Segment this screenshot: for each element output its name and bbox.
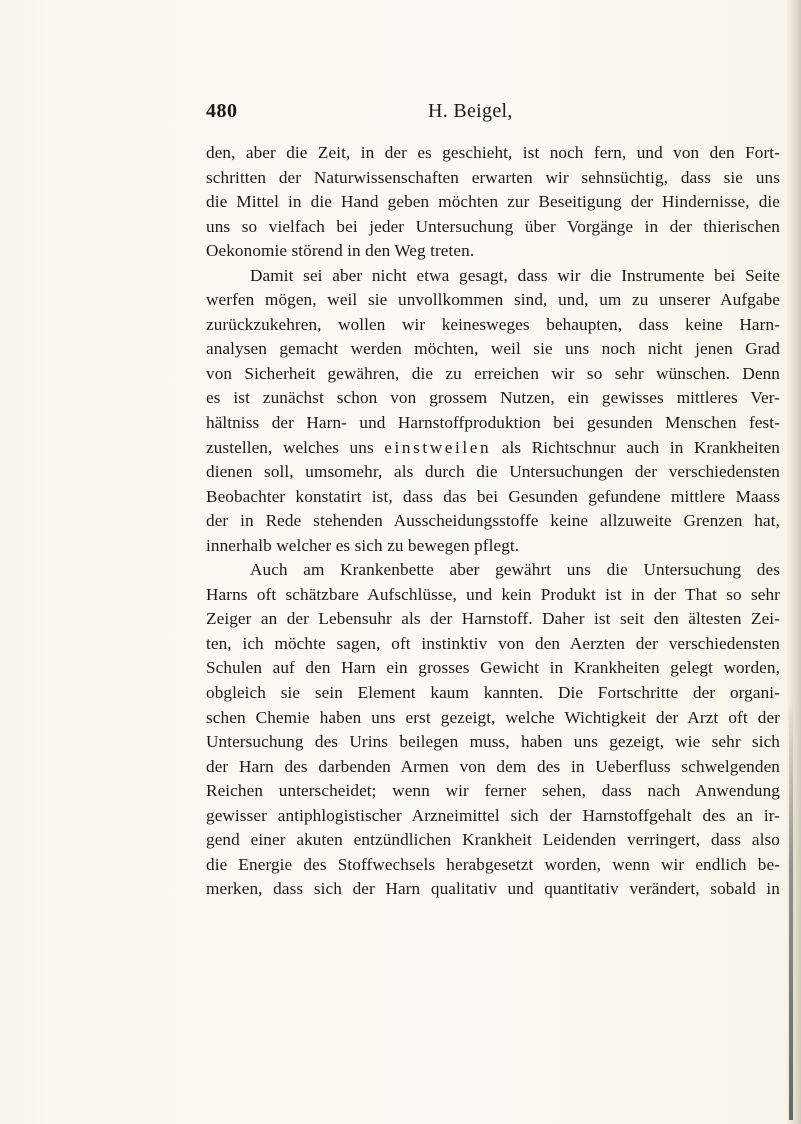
text-line: Untersuchung des Urins beilegen muss, haben uns gezeigt, wie sehr sich [206,732,780,752]
text-line: der in Rede stehenden Ausscheidungsstoffe keine allzuweite Grenzen hat, [206,511,780,531]
text-line: die Energie des Stoffwechsels herabgesetzt worden, wenn wir endlich be- [206,854,780,874]
text-line: Oekonomie störend in den Weg treten. [206,241,475,261]
text-line: die Mittel in die Hand geben möchten zur Beseitigung der Hindernisse, die [206,192,780,212]
text-line: dienen soll, umsomehr, als durch die Untersuchungen der verschiedensten [206,462,780,482]
text-line: der Harn des darbenden Armen von dem des in Ueberfluss schwelgenden [206,756,780,776]
text-line: analysen gemacht werden möchten, weil sie uns noch nicht jenen Grad [206,339,780,359]
text-segment: als Richtschnur auch in Krankheiten [491,437,780,457]
paragraph [206,558,780,902]
text-line: gewisser antiphlogistischer Arzneimittel sich der Harnstoffgehalt des an ir- [206,805,780,825]
text-line: Beobachter konstatirt ist, dass das bei Gesunden gefundene mittlere Maass [206,486,780,506]
text-line: uns so vielfach bei jeder Untersuchung über Vorgänge in der thierischen [206,216,780,236]
body-text [206,141,780,902]
text-line: den, aber die Zeit, in der es geschieht, ist noch fern, und von den Fort- [206,143,780,162]
text-line: es ist zunächst schon von grossem Nutzen, ein gewisses mittleres Ver- [206,388,780,408]
text-line [206,436,780,461]
text-line: gend einer akuten entzündlichen Krankheit Leidenden verringert, dass also [206,830,780,850]
paragraph [206,264,780,559]
page-edge-shadow [789,700,793,1120]
text-line: Schulen auf den Harn ein grosses Gewicht in Krankheiten gelegt worden, [206,658,780,678]
text-line: werfen mögen, weil sie unvollkommen sind, und, um zu unserer Aufgabe [206,290,780,310]
text-line: zurückzukehren, wollen wir keinesweges behaupten, dass keine Harn- [206,314,780,334]
text-line: innerhalb welcher es sich zu bewegen pflegt. [206,535,520,555]
text-line: ten, ich möchte sagen, oft instinktiv von den Aerzten der verschiedensten [206,633,780,653]
text-line: Damit sei aber nicht etwa gesagt, dass wir die Instrumente bei Seite [250,265,780,285]
text-segment: zustellen, welches uns [206,437,385,457]
spaced-emphasis: einstweilen [384,437,492,457]
text-line: schen Chemie haben uns erst gezeigt, welche Wichtigkeit der Arzt oft der [206,707,780,727]
text-line: merken, dass sich der Harn qualitativ und quantitativ verändert, sobald in [206,879,780,899]
page-header [206,100,626,128]
text-line: Auch am Krankenbette aber gewährt uns die Untersuchung des [250,560,780,580]
text-line: schritten der Naturwissenschaften erwarten wir sehnsüchtig, dass sie uns [206,167,780,187]
text-line: hältniss der Harn- und Harnstoffproduktion bei gesunden Menschen fest- [206,413,780,433]
paragraph [206,141,780,264]
running-head: H. Beigel, [428,100,513,122]
page-number: 480 [206,100,238,122]
text-line: Harns oft schätzbare Aufschlüsse, und kein Produkt ist in der That so sehr [206,584,780,604]
text-line: obgleich sie sein Element kaum kannten. Die Fortschritte der organi- [206,683,780,703]
text-line: Zeiger an der Lebensuhr als der Harnstoff. Daher ist seit den ältesten Zei- [206,609,780,629]
text-line: Reichen unterscheidet; wenn wir ferner sehen, dass nach Anwendung [206,781,780,801]
text-line: von Sicherheit gewähren, die zu erreichen wir so sehr wünschen. Denn [206,363,780,383]
